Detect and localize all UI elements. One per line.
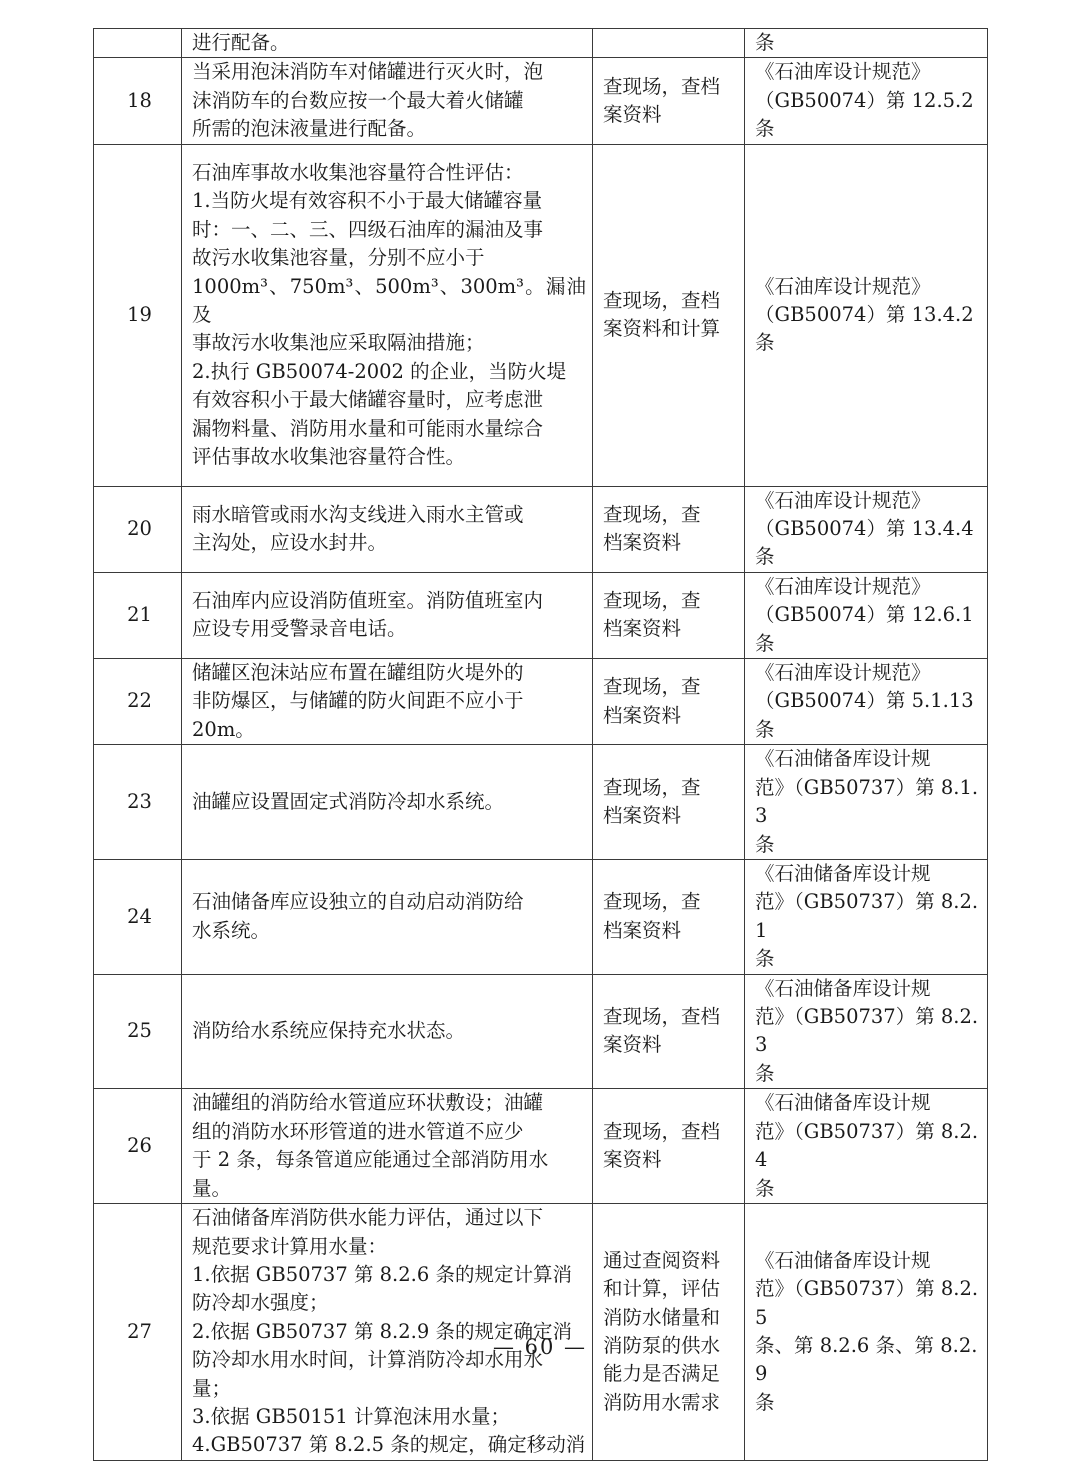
- inspection-method-cell-line: 查现场，查档: [603, 288, 721, 312]
- standard-basis-cell: [745, 572, 988, 658]
- requirement-cell-line: 事故污水收集池应采取隔油措施；: [192, 331, 485, 355]
- table-row: [94, 659, 988, 745]
- standard-basis-cell-line: 《石油库设计规范》: [755, 574, 931, 598]
- table-row: [94, 1089, 988, 1204]
- standard-basis-cell-line: 范》（GB50737）第 8.2.1: [755, 890, 979, 942]
- standard-basis-cell-line: 《石油库设计规范》: [755, 661, 931, 685]
- standard-basis-cell-line: 范》（GB50737）第 8.1.3: [755, 775, 979, 828]
- inspection-method-cell-line: 档案资料: [603, 617, 682, 641]
- requirement-cell-line: 3.依据 GB50151 计算泡沫用水量；: [192, 1405, 510, 1428]
- requirement-cell-line: 主沟处，应设水封井。: [192, 531, 388, 555]
- standard-basis-cell-line: 《石油储备库设计规: [755, 1091, 931, 1115]
- standard-basis-cell-line: （GB50074）第 12.5.2: [755, 88, 974, 112]
- requirement-cell-line: 应设专用受警录音电话。: [192, 617, 407, 641]
- standard-basis-cell-line: 《石油储备库设计规: [755, 1248, 931, 1272]
- requirement-cell-line: 所需的泡沫液量进行配备。: [192, 117, 427, 141]
- requirement-cell-line: 量；: [192, 1376, 232, 1400]
- item-number-cell: 21: [94, 572, 182, 658]
- standard-basis-cell-line: （GB50074）第 12.6.1: [755, 603, 974, 627]
- standard-basis-cell-line: 《石油储备库设计规: [755, 861, 931, 885]
- inspection-method-cell-line: 查现场，查: [603, 589, 701, 613]
- standard-basis-cell-line: 条: [755, 545, 775, 569]
- inspection-method-cell: [593, 29, 745, 58]
- requirement-cell-line: 水系统。: [192, 918, 271, 942]
- inspection-method-cell-line: 档案资料: [603, 703, 682, 727]
- inspection-method-cell: [593, 58, 745, 144]
- item-number-cell: [94, 29, 182, 58]
- table-row: [94, 745, 988, 860]
- requirement-cell-line: 油罐组的消防给水管道应环状敷设；油罐: [192, 1091, 544, 1115]
- standard-basis-cell-line: 条: [755, 331, 775, 355]
- requirement-cell-line: 储罐区泡沫站应布置在罐组防火堤外的: [192, 661, 524, 685]
- inspection-method-cell-line: 查现场，查: [603, 890, 701, 914]
- inspection-method-cell: [593, 144, 745, 486]
- requirement-cell-line: 规范要求计算用水量：: [192, 1234, 388, 1258]
- page-number: — 60 —: [492, 1335, 588, 1359]
- standard-basis-cell: [745, 859, 988, 974]
- standard-basis-cell-line: 条: [755, 1390, 775, 1414]
- standard-basis-cell-line: 范》（GB50737）第 8.2.5: [755, 1277, 979, 1329]
- requirement-cell: [182, 859, 593, 974]
- item-number-cell: 22: [94, 659, 182, 745]
- item-number-cell: 19: [94, 144, 182, 486]
- requirement-cell-line: 进行配备。: [192, 31, 290, 54]
- inspection-method-cell-line: 查现场，查: [603, 775, 701, 799]
- inspection-method-cell-line: 查现场，查: [603, 675, 701, 699]
- standard-basis-cell-line: 《石油库设计规范》: [755, 488, 931, 512]
- standard-basis-cell-line: （GB50074）第 13.4.4: [755, 517, 974, 541]
- requirement-cell: [182, 29, 593, 58]
- requirement-cell-line: 非防爆区，与储罐的防火间距不应小于: [192, 689, 524, 713]
- requirement-cell: [182, 144, 593, 486]
- requirement-cell-line: 时：一、二、三、四级石油库的漏油及事: [192, 217, 544, 241]
- requirement-cell-line: 油罐应设置固定式消防冷却水系统。: [192, 789, 505, 813]
- requirement-cell-line: 消防给水系统应保持充水状态。: [192, 1019, 466, 1043]
- standard-basis-cell-line: 条: [755, 1176, 775, 1200]
- requirement-cell-line: 石油库内应设消防值班室。消防值班室内: [192, 589, 544, 613]
- item-number-cell: 18: [94, 58, 182, 144]
- standard-basis-cell-line: （GB50074）第 13.4.2: [755, 302, 974, 326]
- standard-basis-cell: [745, 974, 988, 1089]
- requirement-cell-line: 4.GB50737 第 8.2.5 条的规定，确定移动消: [192, 1433, 586, 1457]
- inspection-method-cell: [593, 859, 745, 974]
- requirement-cell-line: 当采用泡沫消防车对储罐进行灭火时，泡: [192, 60, 544, 84]
- item-number-cell: 26: [94, 1089, 182, 1204]
- inspection-method-cell-line: 查现场，查: [603, 502, 701, 526]
- requirement-cell-line: 石油储备库应设独立的自动启动消防给: [192, 890, 524, 914]
- standard-basis-cell-line: 条: [755, 1061, 775, 1085]
- requirement-cell-line: 1000m³、750m³、500m³、300m³。漏油及: [192, 274, 586, 326]
- inspection-method-cell: [593, 572, 745, 658]
- standard-basis-cell: [745, 1089, 988, 1204]
- standard-basis-cell-line: （GB50074）第 5.1.13: [755, 689, 974, 713]
- requirement-cell-line: 故污水收集池容量，分别不应小于: [192, 246, 485, 270]
- inspection-method-cell-line: 通过查阅资料: [603, 1248, 721, 1272]
- requirement-cell: [182, 1089, 593, 1204]
- inspection-method-cell-line: 档案资料: [603, 804, 682, 828]
- standard-basis-cell-line: 条: [755, 631, 775, 655]
- inspection-method-cell-line: 查现场，查档: [603, 1004, 721, 1028]
- requirement-cell-line: 1.当防火堤有效容积不小于最大储罐容量: [192, 189, 543, 213]
- inspection-method-cell-line: 档案资料: [603, 531, 682, 555]
- standard-basis-cell-line: 《石油储备库设计规: [755, 747, 931, 771]
- requirement-cell-line: 2.依据 GB50737 第 8.2.9 条的规定确定消: [192, 1319, 572, 1343]
- standard-basis-cell-line: 条: [755, 832, 775, 856]
- requirement-cell-line: 雨水暗管或雨水沟支线进入雨水主管或: [192, 502, 524, 526]
- requirement-cell-line: 评估事故水收集池容量符合性。: [192, 444, 466, 468]
- table-row: [94, 974, 988, 1089]
- requirement-cell-line: 1.依据 GB50737 第 8.2.6 条的规定计算消: [192, 1262, 572, 1286]
- item-number-cell: 24: [94, 859, 182, 974]
- requirement-cell-line: 2.执行 GB50074-2002 的企业，当防火堤: [192, 359, 567, 383]
- inspection-method-cell-line: 案资料和计算: [603, 317, 721, 341]
- table-row: [94, 29, 988, 58]
- standard-basis-cell-line: 条: [755, 717, 775, 741]
- standard-basis-cell-line: 条: [755, 947, 775, 971]
- inspection-method-cell-line: 案资料: [603, 1148, 662, 1172]
- inspection-method-cell: [593, 974, 745, 1089]
- inspection-method-cell-line: 案资料: [603, 103, 662, 127]
- standard-basis-cell-line: 范》（GB50737）第 8.2.3: [755, 1004, 979, 1057]
- standard-basis-cell-line: 条: [755, 31, 775, 54]
- standard-basis-cell-line: 条、第 8.2.6 条、第 8.2.9: [755, 1333, 978, 1386]
- inspection-table: [93, 28, 988, 1461]
- requirement-cell-line: 漏物料量、消防用水量和可能雨水量综合: [192, 416, 544, 440]
- standard-basis-cell-line: 《石油库设计规范》: [755, 274, 931, 298]
- standard-basis-cell-line: 范》（GB50737）第 8.2.4: [755, 1119, 979, 1172]
- requirement-cell: [182, 659, 593, 745]
- table-row: [94, 144, 988, 486]
- inspection-method-cell: [593, 745, 745, 860]
- item-number-cell: 23: [94, 745, 182, 860]
- requirement-cell-line: 沫消防车的台数应按一个最大着火储罐: [192, 88, 524, 112]
- requirement-cell-line: 防冷却水用水时间，计算消防冷却水用水: [192, 1348, 544, 1372]
- inspection-method-cell: [593, 659, 745, 745]
- table-row: [94, 859, 988, 974]
- requirement-cell: [182, 745, 593, 860]
- inspection-method-cell-line: 和计算，评估: [603, 1277, 721, 1301]
- requirement-cell-line: 防冷却水强度；: [192, 1291, 329, 1315]
- table-row: [94, 486, 988, 572]
- inspection-method-cell-line: 消防泵的供水: [603, 1333, 721, 1357]
- requirement-cell-line: 石油库事故水收集池容量符合性评估：: [192, 160, 524, 184]
- standard-basis-cell: [745, 745, 988, 860]
- standard-basis-cell-line: 《石油库设计规范》: [755, 60, 931, 84]
- inspection-method-cell-line: 消防水储量和: [603, 1305, 721, 1329]
- standard-basis-cell: [745, 144, 988, 486]
- requirement-cell: [182, 58, 593, 144]
- inspection-method-cell-line: 查现场，查档: [603, 1119, 721, 1143]
- item-number-cell: 25: [94, 974, 182, 1089]
- requirement-cell-line: 组的消防水环形管道的进水管道不应少: [192, 1119, 524, 1143]
- standard-basis-cell-line: 条: [755, 117, 775, 141]
- inspection-method-cell-line: 案资料: [603, 1033, 662, 1057]
- inspection-method-cell-line: 能力是否满足: [603, 1362, 721, 1386]
- requirement-cell: [182, 974, 593, 1089]
- inspection-method-cell-line: 消防用水需求: [603, 1390, 721, 1414]
- inspection-method-cell: [593, 1089, 745, 1204]
- inspection-method-cell: [593, 486, 745, 572]
- requirement-cell-line: 有效容积小于最大储罐容量时，应考虑泄: [192, 388, 544, 412]
- standard-basis-cell: [745, 659, 988, 745]
- item-number-cell: 27: [94, 1204, 182, 1461]
- table-row: [94, 572, 988, 658]
- requirement-cell: [182, 486, 593, 572]
- standard-basis-cell: [745, 58, 988, 144]
- standard-basis-cell: [745, 486, 988, 572]
- requirement-cell-line: 量。: [192, 1176, 232, 1200]
- standard-basis-cell-line: 《石油储备库设计规: [755, 976, 931, 1000]
- inspection-method-cell-line: 档案资料: [603, 918, 682, 942]
- requirement-cell-line: 石油储备库消防供水能力评估，通过以下: [192, 1206, 544, 1230]
- requirement-cell-line: 20m。: [192, 717, 255, 741]
- table-row: [94, 58, 988, 144]
- standard-basis-cell: [745, 29, 988, 58]
- inspection-method-cell-line: 查现场，查档: [603, 74, 721, 98]
- requirement-cell: [182, 572, 593, 658]
- item-number-cell: 20: [94, 486, 182, 572]
- requirement-cell-line: 于 2 条，每条管道应能通过全部消防用水: [192, 1148, 549, 1172]
